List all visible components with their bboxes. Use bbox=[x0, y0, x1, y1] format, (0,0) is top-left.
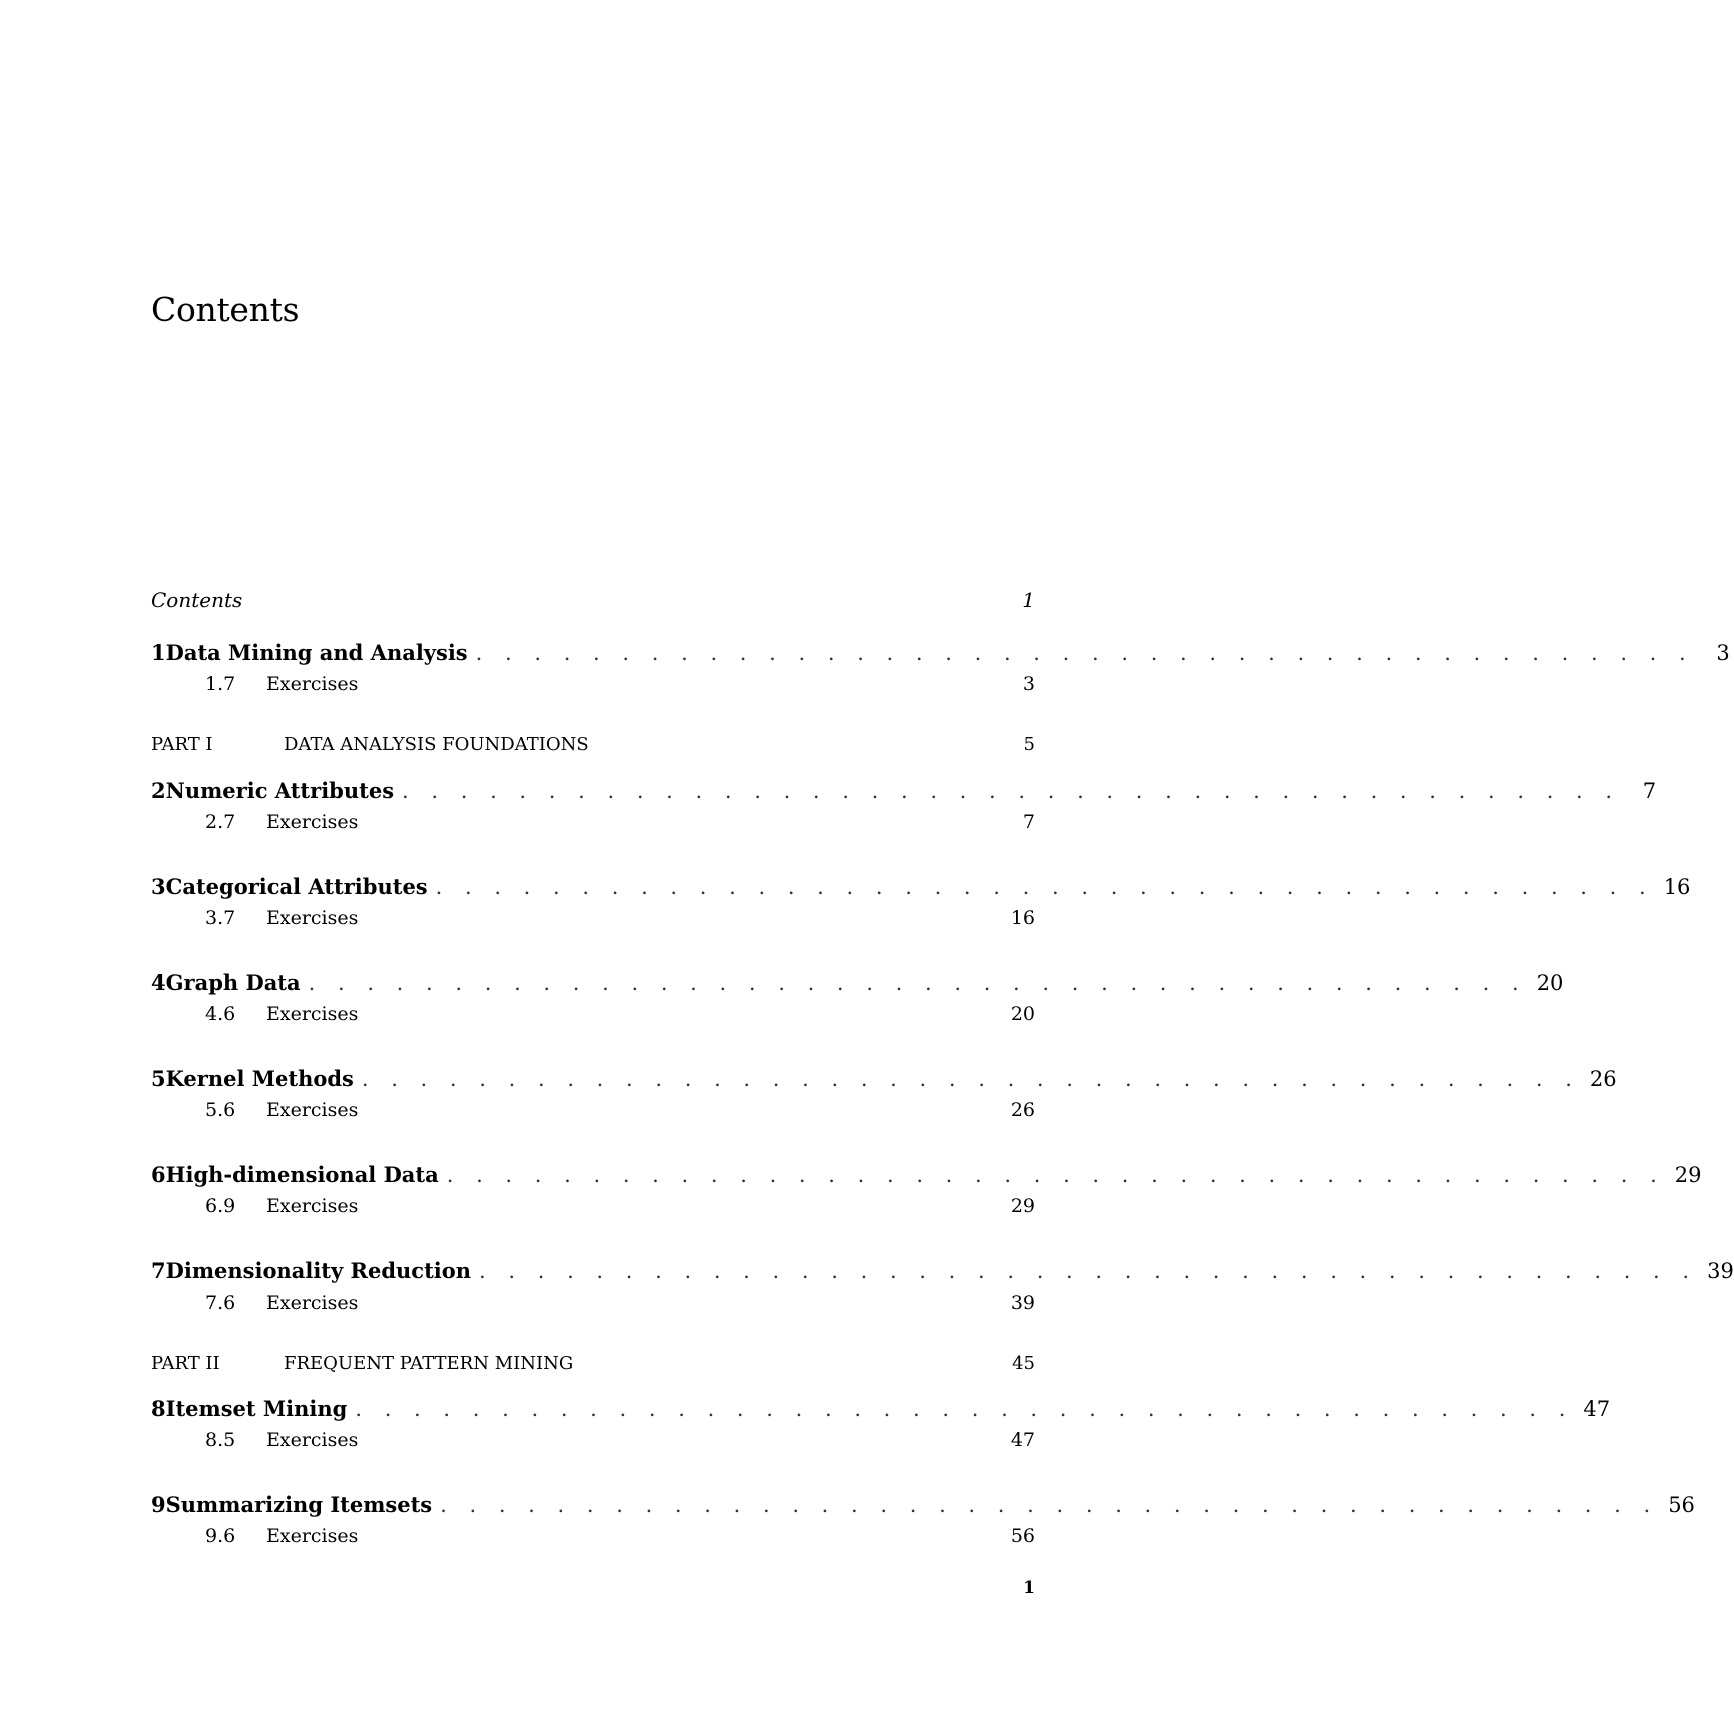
chapter-number: 8 bbox=[151, 1396, 166, 1421]
chapter-number: 4 bbox=[151, 970, 166, 995]
dot-leader: . . . . . . . . . . . . . . . . . . . . . . . . . . . . . . . . . . . . . . . . . . bbox=[402, 779, 1621, 803]
toc-chapter-4[interactable] bbox=[151, 970, 1564, 995]
chapter-page: 47 bbox=[1583, 1397, 1611, 1421]
dot-leader: . . . . . . . . . . . . . . . . . . . . . . . . . . . . . . . . . . . . . . . . . . bbox=[435, 875, 1654, 899]
toc-chapter-7[interactable] bbox=[151, 1258, 1734, 1283]
section-title: Exercises bbox=[266, 907, 359, 929]
section-page: 7 bbox=[1022, 811, 1035, 833]
toc-part-1[interactable] bbox=[151, 734, 1035, 755]
chapter-number: 3 bbox=[151, 874, 166, 899]
chapter-number: 6 bbox=[151, 1162, 166, 1187]
chapter-title: Data Mining and Analysis bbox=[165, 640, 468, 665]
section-title: Exercises bbox=[266, 1099, 359, 1121]
toc-section-6-9[interactable] bbox=[151, 1195, 1035, 1217]
section-number: 3.7 bbox=[205, 907, 236, 929]
section-number: 8.5 bbox=[205, 1429, 236, 1451]
section-number: 1.7 bbox=[205, 673, 236, 695]
chapter-number: 2 bbox=[151, 778, 166, 803]
section-page: 56 bbox=[1010, 1525, 1035, 1547]
page-number: 1 bbox=[1023, 1578, 1035, 1598]
section-title: Exercises bbox=[266, 1525, 359, 1547]
section-page: 26 bbox=[1010, 1099, 1035, 1121]
chapter-title: High-dimensional Data bbox=[165, 1162, 439, 1187]
chapter-title: Dimensionality Reduction bbox=[165, 1258, 472, 1283]
section-page: 39 bbox=[1010, 1292, 1035, 1314]
section-number: 5.6 bbox=[205, 1099, 236, 1121]
toc-chapter-2[interactable] bbox=[151, 778, 1657, 803]
chapter-page: 29 bbox=[1674, 1163, 1702, 1187]
toc-chapter-9[interactable] bbox=[151, 1492, 1695, 1517]
part-label: PART I bbox=[151, 734, 213, 755]
page-title: Contents bbox=[151, 290, 300, 329]
part-label: PART II bbox=[151, 1353, 220, 1374]
section-title: Exercises bbox=[266, 1292, 359, 1314]
chapter-number: 5 bbox=[151, 1066, 166, 1091]
dot-leader: . . . . . . . . . . . . . . . . . . . . . . . . . . . . . . . . . . . . . . . . . . bbox=[361, 1067, 1580, 1091]
chapter-title: Numeric Attributes bbox=[165, 778, 395, 803]
toc-chapter-8[interactable] bbox=[151, 1396, 1611, 1421]
toc-section-4-6[interactable] bbox=[151, 1003, 1035, 1025]
table-of-contents bbox=[151, 0, 1734, 1714]
section-number: 4.6 bbox=[205, 1003, 236, 1025]
toc-entry-page: 1 bbox=[1022, 588, 1035, 612]
chapter-number: 1 bbox=[151, 640, 166, 665]
part-title: FREQUENT PATTERN MINING bbox=[284, 1353, 574, 1374]
part-page: 5 bbox=[1023, 734, 1035, 755]
dot-leader: . . . . . . . . . . . . . . . . . . . . . . . . . . . . . . . . . . . . . . . . . . bbox=[440, 1493, 1659, 1517]
chapter-page: 39 bbox=[1707, 1259, 1734, 1283]
chapter-number: 9 bbox=[151, 1492, 166, 1517]
toc-section-7-6[interactable] bbox=[151, 1292, 1035, 1314]
dot-leader: . . . . . . . . . . . . . . . . . . . . . . . . . . . . . . . . . . . . . . . . . . bbox=[308, 971, 1527, 995]
section-number: 6.9 bbox=[205, 1195, 236, 1217]
part-page: 45 bbox=[1012, 1353, 1035, 1374]
section-number: 7.6 bbox=[205, 1292, 236, 1314]
chapter-page: 3 bbox=[1716, 641, 1730, 665]
section-page: 29 bbox=[1010, 1195, 1035, 1217]
chapter-page: 20 bbox=[1536, 971, 1564, 995]
chapter-page: 56 bbox=[1668, 1493, 1695, 1517]
toc-entry-title: Contents bbox=[151, 588, 243, 612]
chapter-page: 7 bbox=[1642, 779, 1657, 803]
toc-part-2[interactable] bbox=[151, 1353, 1035, 1374]
toc-chapter-3[interactable] bbox=[151, 874, 1691, 899]
toc-chapter-5[interactable] bbox=[151, 1066, 1617, 1091]
chapter-number: 7 bbox=[151, 1258, 166, 1283]
section-title: Exercises bbox=[266, 1003, 359, 1025]
toc-section-3-7[interactable] bbox=[151, 907, 1035, 929]
toc-section-1-7[interactable] bbox=[151, 673, 1035, 695]
toc-entry-contents[interactable] bbox=[151, 588, 1035, 612]
dot-leader: . . . . . . . . . . . . . . . . . . . . . . . . . . . . . . . . . . . . . . . . . . bbox=[475, 641, 1694, 665]
chapter-title: Kernel Methods bbox=[165, 1066, 354, 1091]
chapter-page: 26 bbox=[1589, 1067, 1617, 1091]
section-number: 2.7 bbox=[205, 811, 236, 833]
toc-section-8-5[interactable] bbox=[151, 1429, 1035, 1451]
chapter-title: Categorical Attributes bbox=[165, 874, 428, 899]
toc-section-5-6[interactable] bbox=[151, 1099, 1035, 1121]
chapter-page: 16 bbox=[1663, 875, 1691, 899]
dot-leader: . . . . . . . . . . . . . . . . . . . . . . . . . . . . . . . . . . . . . . . . . . bbox=[355, 1397, 1574, 1421]
part-title: DATA ANALYSIS FOUNDATIONS bbox=[284, 734, 589, 755]
section-title: Exercises bbox=[266, 673, 359, 695]
dot-leader: . . . . . . . . . . . . . . . . . . . . . . . . . . . . . . . . . . . . . . . . . . bbox=[479, 1259, 1698, 1283]
section-page: 3 bbox=[1022, 673, 1035, 695]
section-page: 20 bbox=[1010, 1003, 1035, 1025]
dot-leader: . . . . . . . . . . . . . . . . . . . . . . . . . . . . . . . . . . . . . . . . . . bbox=[446, 1163, 1665, 1187]
section-title: Exercises bbox=[266, 811, 359, 833]
section-title: Exercises bbox=[266, 1195, 359, 1217]
section-page: 16 bbox=[1010, 907, 1035, 929]
chapter-title: Itemset Mining bbox=[165, 1396, 348, 1421]
section-title: Exercises bbox=[266, 1429, 359, 1451]
toc-chapter-6[interactable] bbox=[151, 1162, 1702, 1187]
chapter-title: Graph Data bbox=[165, 970, 301, 995]
section-page: 47 bbox=[1010, 1429, 1035, 1451]
chapter-title: Summarizing Itemsets bbox=[165, 1492, 433, 1517]
toc-section-2-7[interactable] bbox=[151, 811, 1035, 833]
toc-chapter-1[interactable] bbox=[151, 640, 1730, 665]
toc-section-9-6[interactable] bbox=[151, 1525, 1035, 1547]
section-number: 9.6 bbox=[205, 1525, 236, 1547]
